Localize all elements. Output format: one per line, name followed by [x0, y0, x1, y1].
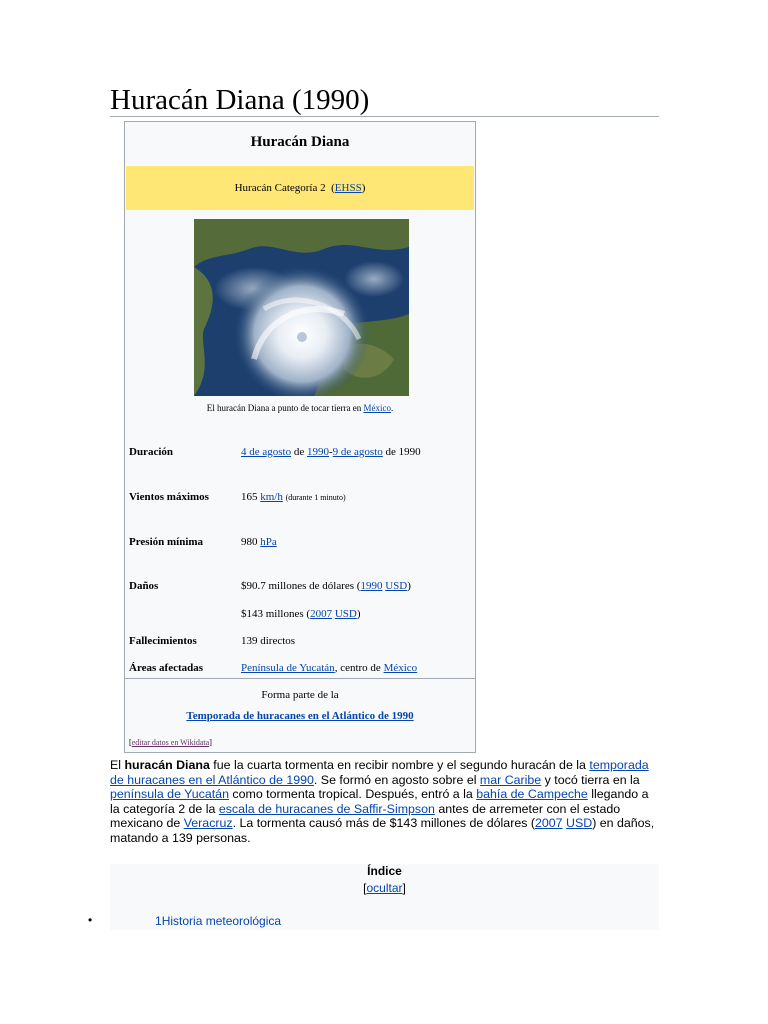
areas-mid-text: , centro de	[334, 662, 381, 674]
deaths-value: 139 directos	[241, 635, 296, 647]
wikidata-edit-link[interactable]: editar datos en Wikidata	[131, 738, 210, 747]
intro-text-2: fue la cuarta tormenta en recibir nombre y el segundo huracán de la	[209, 758, 590, 772]
wikidata-edit: [editar datos en Wikidata]	[129, 738, 212, 747]
campeche-bay-link[interactable]: bahía de Campeche	[476, 787, 588, 802]
winds-note: (durante 1 minuto)	[285, 493, 346, 502]
intro-text-1: El	[110, 758, 125, 772]
min-pressure-value	[241, 536, 277, 548]
intro-text-3: . Se formó en agosto sobre el	[313, 772, 480, 787]
kmh-link[interactable]: km/h	[260, 491, 283, 503]
saffir-simpson-link[interactable]: escala de huracanes de Saffir-Simpson	[218, 801, 435, 816]
caption-mexico-link[interactable]: México	[363, 403, 391, 413]
yucatan-peninsula-link[interactable]: península de Yucatán	[110, 787, 229, 802]
intro-text-8: . La tormenta causó más de $143 millones de dólares (	[232, 816, 535, 831]
duration-label: Duración	[129, 446, 173, 458]
max-winds-label: Vientos máximos	[129, 491, 209, 503]
page-title: Huracán Diana (1990)	[110, 84, 370, 116]
intro-text-7: antes de arremeter con el estado mexicano de	[110, 801, 621, 831]
infobox	[124, 121, 476, 753]
hurricane-satellite-image	[194, 219, 409, 396]
toc-item-number[interactable]: 1	[155, 914, 162, 928]
caribbean-sea-link[interactable]: mar Caribe	[479, 772, 542, 787]
start-day-link[interactable]: 4 de agosto	[241, 446, 292, 458]
hpa-link[interactable]: hPa	[260, 536, 277, 548]
intro-text-6: llegando a la categoría 2 de la	[110, 787, 649, 816]
part-of-text: Forma parte de la	[261, 689, 339, 701]
season-1990-link[interactable]: temporada de huracanes en el Atlántico de 1990	[110, 758, 649, 787]
image-caption: El huracán Diana a punto de tocar tierra en México.	[206, 403, 394, 413]
toc-bullet: •	[88, 913, 93, 927]
damages-1990-usd-link[interactable]: USD	[385, 580, 408, 592]
duration-end-year: de 1990	[385, 446, 421, 458]
toc-toggle: [ocultar]	[363, 881, 406, 895]
deaths-label: Fallecimientos	[129, 635, 197, 647]
damages-value-1990: $90.7 millones de dólares (1990 USD)	[241, 580, 411, 592]
year-2007-link[interactable]: 2007	[534, 816, 563, 831]
intro-bold-name: huracán Diana	[124, 758, 210, 772]
toc-item-label[interactable]: Historia meteorológica	[161, 914, 282, 928]
season-link-wrap	[125, 710, 475, 722]
intro-text-10: ) en daños, matando a 139 personas.	[110, 816, 655, 845]
damages-1990-text: $90.7 millones de dólares (	[241, 580, 361, 592]
toc-item-historia[interactable]	[155, 914, 281, 928]
toc-title: Índice	[367, 864, 402, 878]
yucatan-link[interactable]: Península de Yucatán	[241, 662, 335, 674]
duration-de: de	[293, 446, 305, 458]
damages-2007-text: $143 millones (	[241, 608, 311, 620]
category-text: Huracán Categoría 2	[234, 182, 326, 194]
ehss-link[interactable]: EHSS	[334, 182, 362, 194]
infobox-category-bar: Huracán Categoría 2 ( EHSS )	[126, 166, 474, 210]
damages-2007-usd-link[interactable]: USD	[334, 608, 357, 620]
infobox-divider	[125, 678, 475, 679]
usd-link[interactable]: USD	[566, 816, 593, 831]
affected-areas-label: Áreas afectadas	[129, 662, 204, 674]
toc-hide-link[interactable]: ocultar	[366, 881, 403, 895]
damages-2007-year-link[interactable]: 2007	[310, 608, 333, 620]
damages-label: Daños	[129, 580, 159, 592]
intro-text-4: y tocó tierra en la	[541, 772, 640, 787]
mexico-link[interactable]: México	[383, 662, 418, 674]
title-divider	[110, 116, 659, 117]
intro-text-5: como tormenta tropical. Después, entró a la	[228, 787, 477, 802]
winds-number: 165	[241, 491, 258, 503]
season-link[interactable]: Temporada de huracanes en el Atlántico de 1990	[186, 710, 414, 722]
damages-value-2007: $143 millones (2007 USD)	[241, 608, 361, 620]
infobox-title: Huracán Diana	[250, 134, 350, 150]
affected-areas-value	[241, 662, 417, 674]
duration-value: 4 de agosto de 1990-9 de agosto de 1990	[241, 446, 421, 458]
pressure-number: 980	[241, 536, 258, 548]
year-1990-link[interactable]: 1990	[307, 446, 329, 458]
end-day-link[interactable]: 9 de agosto	[332, 446, 383, 458]
damages-1990-year-link[interactable]: 1990	[360, 580, 383, 592]
caption-text: El huracán Diana a punto de tocar tierra en	[206, 403, 362, 413]
intro-paragraph	[110, 758, 660, 846]
veracruz-link[interactable]: Veracruz	[183, 816, 233, 831]
min-pressure-label: Presión mínima	[129, 536, 204, 548]
max-winds-value	[241, 491, 346, 503]
